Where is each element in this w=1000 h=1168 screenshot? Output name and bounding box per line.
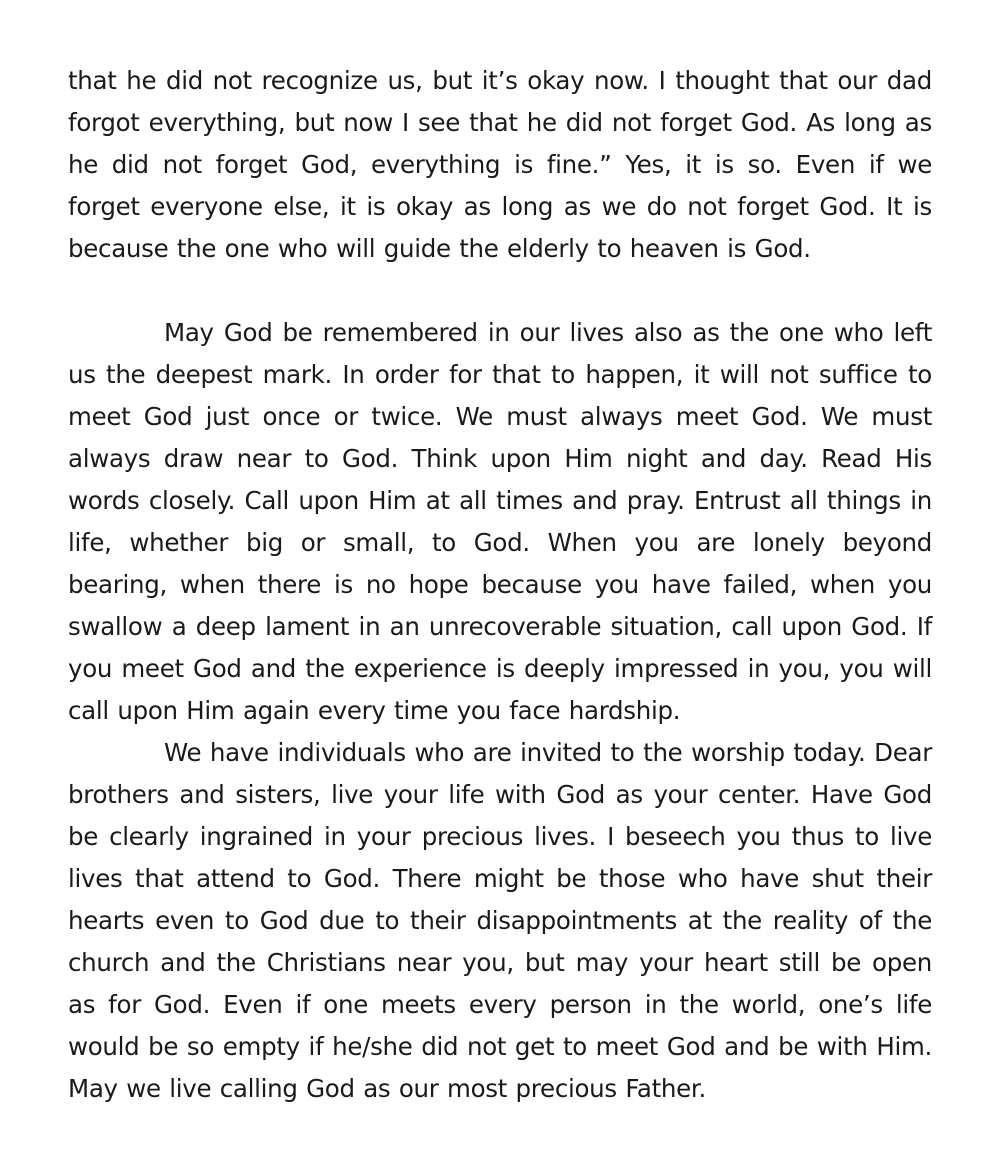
paragraph-2: May God be remembered in our lives also as the one who left us the deepest mark. In order for that to happen, it will not suffice to meet God just once or twice. We must always meet God. We must always draw near to God. Think upon Him night and day. Read His words closely. Call upon Him at all times and pray. Entrust all things in life, whether big or small, to God. When you are lonely beyond bearing, when there is no hope because you have failed, when you swallow a deep lament in an unrecoverable situation, call upon God. If you meet God and the experience is deeply impressed in you, you will call upon Him again every time you face hardship.	[68, 318, 932, 725]
paragraph-gap	[68, 270, 932, 312]
paragraph-3: We have individuals who are invited to the worship today. Dear brothers and sisters, live your life with God as your center. Have God be clearly ingrained in your precious lives. I beseech you thus to live lives that attend to God. There might be those who have shut their hearts even to God due to their disappointments at the reality of the church and the Christians near you, but may your heart still be open as for God. Even if one meets every person in the world, one’s life would be so empty if he/she did not get to meet God and be with Him. May we live calling God as our most precious Father.	[68, 738, 932, 1103]
paragraph-1: that he did not recognize us, but it’s okay now. I thought that our dad forgot everything, but now I see that he did not forget God. As long as he did not forget God, everything is fine.” Yes, it is so. Even if we forget everyone else, it is okay as long as we do not forget God. It is because the one who will guide the elderly to heaven is God.	[68, 66, 932, 263]
document-page	[68, 60, 932, 1110]
